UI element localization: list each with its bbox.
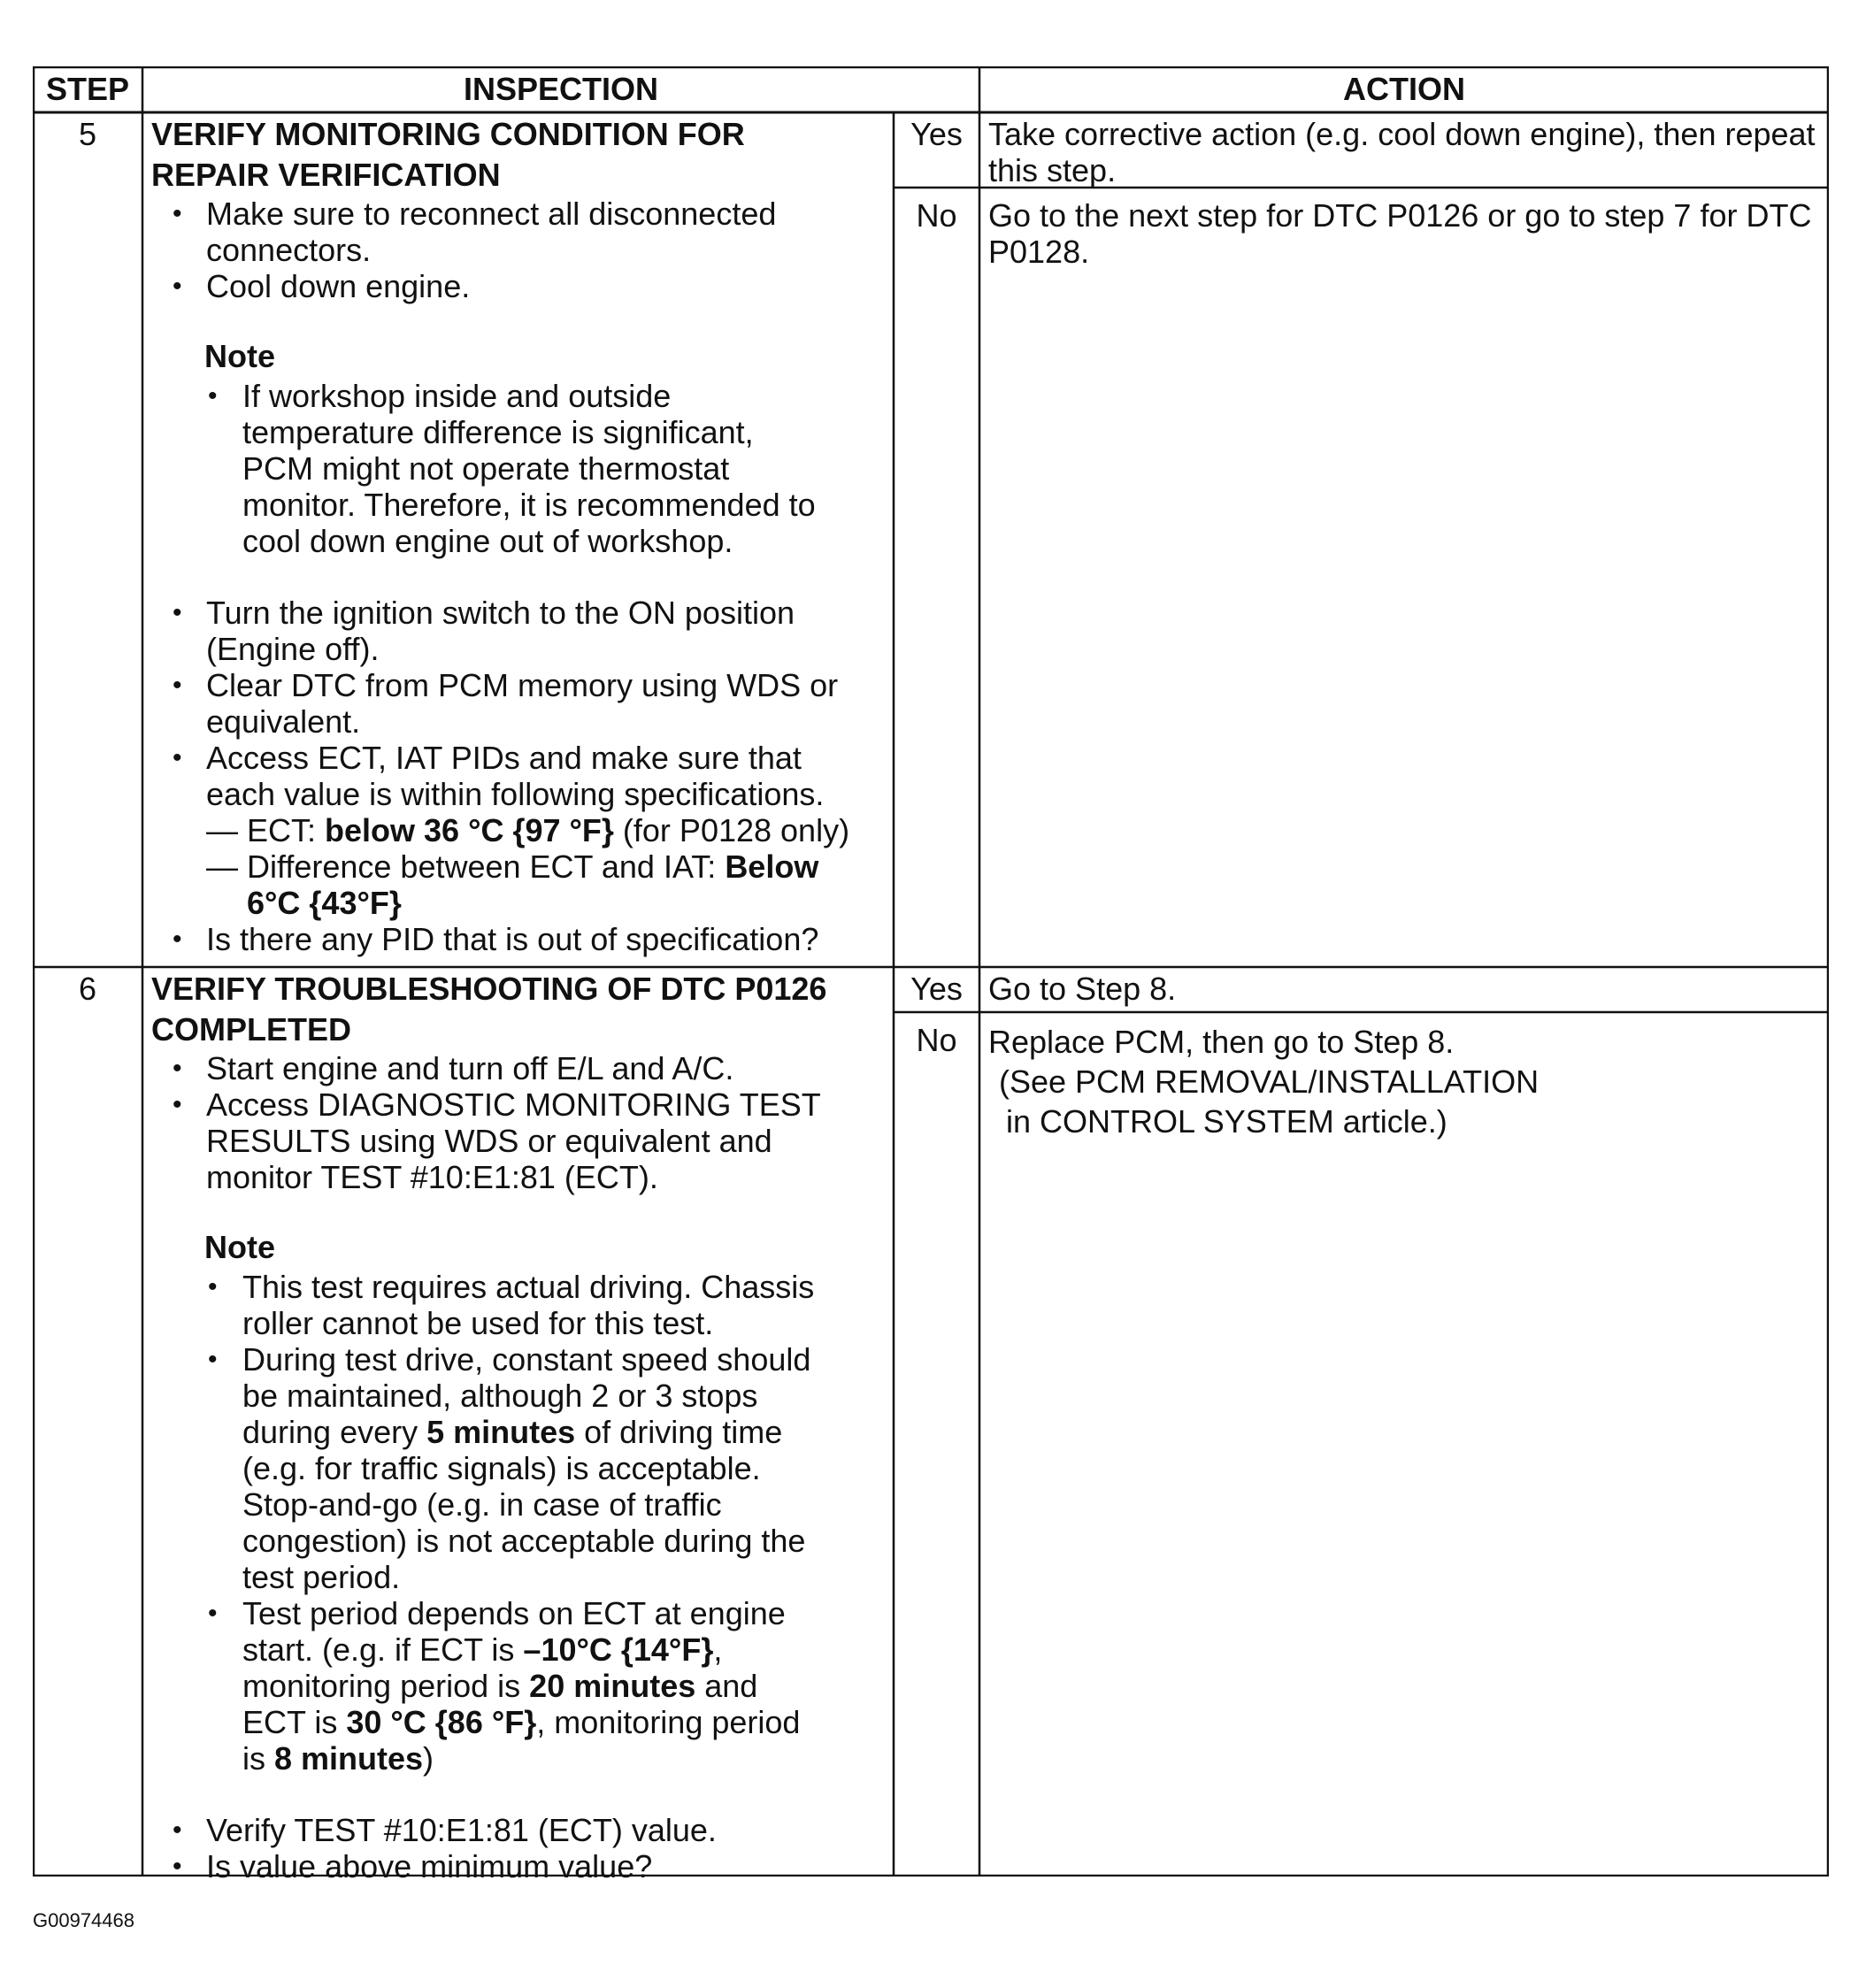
spec-line: [151, 848, 890, 885]
line: cool down engine out of workshop.: [242, 523, 733, 559]
line: • Verify TEST #10:E1:81 (ECT) value.: [206, 1812, 717, 1848]
yes-label: Yes: [910, 116, 963, 152]
title-line: COMPLETED: [151, 1011, 352, 1048]
line: test period.: [242, 1559, 401, 1595]
yes-action: [988, 971, 1176, 1007]
line: [242, 1704, 890, 1740]
line: (e.g. for traffic signals) is acceptable.: [242, 1450, 761, 1486]
text: of driving time: [575, 1414, 783, 1450]
spec-value: 6°C {43°F}: [247, 885, 402, 921]
line: • If workshop inside and outside: [242, 378, 672, 414]
inspection-title: [151, 969, 890, 1050]
line: monitor TEST #10:E1:81 (ECT).: [206, 1159, 658, 1195]
line: Replace PCM, then go to Step 8.: [988, 1024, 1455, 1060]
text: Difference between ECT and IAT:: [247, 848, 726, 885]
header-action: ACTION: [1343, 71, 1465, 107]
no-label: No: [916, 1022, 957, 1058]
yes-label: Yes: [910, 971, 963, 1007]
line: RESULTS using WDS or equivalent and: [206, 1123, 772, 1159]
line: each value is within following specifications.: [206, 776, 825, 812]
inspection-cell: [151, 969, 890, 1884]
note-item: [151, 378, 890, 559]
note-item: [151, 1595, 890, 1777]
line: • Access DIAGNOSTIC MONITORING TEST: [206, 1086, 821, 1123]
step-number: 6: [78, 971, 97, 1007]
list-item: [151, 740, 890, 812]
line: [242, 1668, 890, 1704]
line: this step.: [988, 152, 1117, 188]
text: ,: [713, 1631, 723, 1668]
no-action: [988, 197, 1811, 270]
line: [242, 1740, 890, 1777]
line: • Access ECT, IAT PIDs and make sure that: [206, 740, 802, 776]
line: • Make sure to reconnect all disconnected: [206, 196, 777, 232]
no-label: No: [916, 197, 957, 234]
text: (for P0128 only): [613, 812, 850, 848]
line: • Cool down engine.: [206, 268, 471, 304]
spec-value: below 36 °C {97 °F}: [325, 812, 614, 848]
line: • Is there any PID that is out of specification?: [206, 921, 819, 957]
spec-line: [151, 812, 890, 848]
list-item: [151, 196, 890, 268]
dash: —: [206, 848, 238, 885]
header-step: STEP: [45, 71, 130, 107]
list-item: [151, 921, 890, 957]
title-line: VERIFY TROUBLESHOOTING OF DTC P0126: [151, 971, 827, 1007]
line: Go to the next step for DTC P0126 or go to step 7 for DTC: [988, 197, 1812, 234]
inspection-cell: [151, 114, 890, 957]
line: P0128.: [988, 234, 1090, 270]
text: ): [423, 1740, 434, 1777]
line: • Test period depends on ECT at engine: [242, 1595, 786, 1631]
text: and: [695, 1668, 758, 1704]
line: equivalent.: [206, 703, 361, 740]
yes-action: [988, 116, 1816, 188]
note-list: [151, 378, 890, 559]
note-item: [151, 1341, 890, 1595]
inspection-title: [151, 114, 890, 196]
dash: —: [206, 812, 238, 848]
note-label: Note: [204, 1229, 275, 1265]
line: temperature difference is significant,: [242, 414, 754, 450]
line: Take corrective action (e.g. cool down engine), then repeat: [988, 116, 1816, 152]
inspection-list: [151, 595, 890, 812]
text: ECT is: [242, 1704, 347, 1740]
list-item: [151, 1050, 890, 1086]
emphasis: –10°C {14°F}: [523, 1631, 714, 1668]
list-item: [151, 1086, 890, 1195]
no-action: [988, 1022, 1539, 1141]
title-line: VERIFY MONITORING CONDITION FOR: [151, 116, 745, 152]
line: [242, 1414, 890, 1450]
line: • During test drive, constant speed should: [242, 1341, 811, 1378]
text: start. (e.g. if ECT is: [242, 1631, 524, 1668]
list-item: [151, 595, 890, 667]
inspection-list: [151, 1050, 890, 1195]
text: during every: [242, 1414, 427, 1450]
line: monitor. Therefore, it is recommended to: [242, 487, 816, 523]
line: • This test requires actual driving. Chassis: [242, 1269, 815, 1305]
spec-value: Below: [725, 848, 819, 885]
inspection-list: [151, 1812, 890, 1884]
line: • Turn the ignition switch to the ON position: [206, 595, 795, 631]
document-id: G00974468: [33, 1909, 134, 1931]
emphasis: 5 minutes: [426, 1414, 576, 1450]
diagnostic-table: [33, 66, 1829, 1884]
line: Go to Step 8.: [988, 971, 1177, 1007]
list-item: [151, 268, 890, 304]
emphasis: 30 °C {86 °F}: [346, 1704, 537, 1740]
text: monitoring period is: [242, 1668, 530, 1704]
line: congestion) is not acceptable during the: [242, 1523, 806, 1559]
note-label: Note: [204, 338, 275, 374]
list-item: [151, 1848, 890, 1884]
note-list: [151, 1269, 890, 1777]
line: connectors.: [206, 232, 372, 268]
header-inspection: INSPECTION: [463, 71, 659, 107]
emphasis: 8 minutes: [274, 1740, 424, 1777]
step-number: 5: [78, 116, 97, 152]
note-item: [151, 1269, 890, 1341]
line: • Is value above minimum value?: [206, 1848, 653, 1884]
list-item: [151, 1812, 890, 1848]
text: is: [242, 1740, 274, 1777]
emphasis: 20 minutes: [529, 1668, 696, 1704]
line: [242, 1631, 890, 1668]
inspection-list: [151, 196, 890, 304]
text: ECT:: [247, 812, 326, 848]
line: (See PCM REMOVAL/INSTALLATION: [999, 1063, 1540, 1100]
list-item: [151, 667, 890, 740]
inspection-list: [151, 921, 890, 957]
line: roller cannot be used for this test.: [242, 1305, 714, 1341]
line: Stop-and-go (e.g. in case of traffic: [242, 1486, 722, 1523]
line: (Engine off).: [206, 631, 380, 667]
title-line: REPAIR VERIFICATION: [151, 157, 501, 193]
line: in CONTROL SYSTEM article.): [1006, 1103, 1447, 1140]
line: • Clear DTC from PCM memory using WDS or: [206, 667, 839, 703]
line: • Start engine and turn off E/L and A/C.: [206, 1050, 734, 1086]
text: , monitoring period: [536, 1704, 801, 1740]
line: be maintained, although 2 or 3 stops: [242, 1378, 758, 1414]
line: PCM might not operate thermostat: [242, 450, 730, 487]
